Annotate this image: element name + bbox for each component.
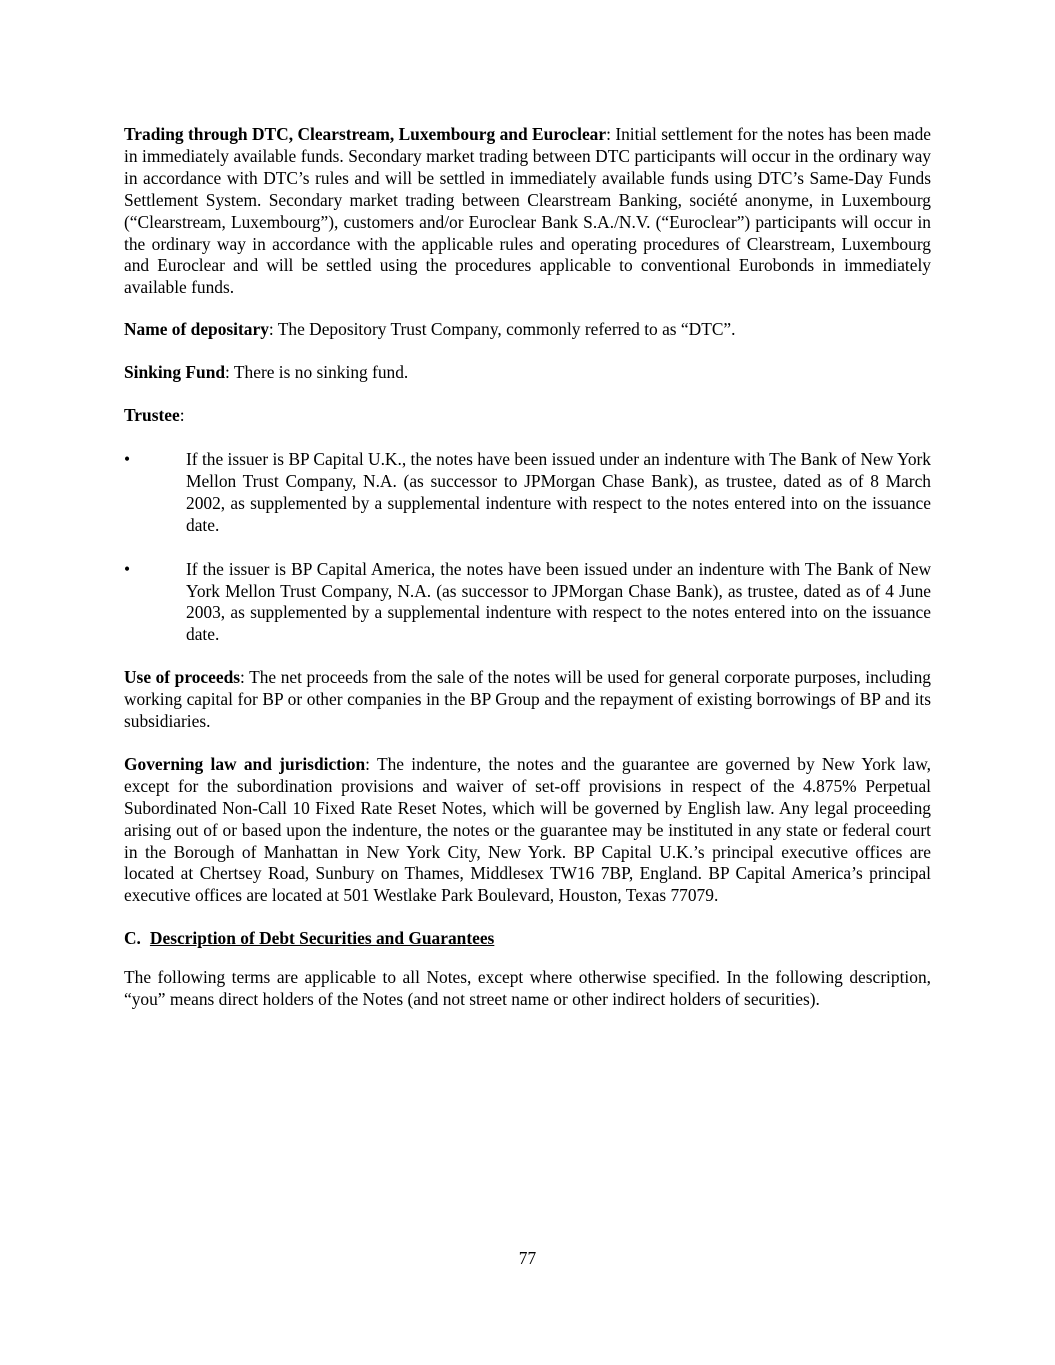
trading-text: : Initial settlement for the notes has been made in immediately available funds. Secondary market trading between DTC participants will occur in the ordinary way in accordance with DTC’s rules and will be settled in immediately available funds using DTC’s Same-Day Funds Settlement System. Secondary market trading between Clearstream Banking, société anonyme, in Luxembourg (“Clearstream, Luxembourg”), customers and/or Euroclear Bank S.A./N.V. (“Euroclear”) participants will occur in the ordinary way in accordance with the applicable rules and operating procedures of Clearstream, Luxembourg and Euroclear and will be settled using the procedures applicable to conventional Eurobonds in immediately available funds. — [124, 124, 931, 298]
trustee-label: Trustee — [124, 405, 180, 426]
trading-paragraph — [124, 124, 931, 299]
section-letter: C. — [124, 928, 141, 949]
section-intro-paragraph: The following terms are applicable to all Notes, except where otherwise specified. In the following description, “you” means direct holders of the Notes (and not street name or other indirect holders of securities). — [124, 967, 931, 1010]
bullet-icon: • — [124, 448, 131, 469]
bullet-icon: • — [124, 558, 131, 579]
trustee-bullet-item — [124, 559, 931, 647]
trading-label: Trading through DTC, Clearstream, Luxembourg and Euroclear — [124, 124, 607, 144]
section-heading — [124, 928, 931, 950]
trustee-bullet-text: If the issuer is BP Capital U.K., the notes have been issued under an indenture with The Bank of New York Mellon Trust Company, N.A. (as successor to JPMorgan Chase Bank), as trustee, dated as of 8 March 2002, as supplemented by a supplemental indenture with respect to the notes entered into on the issuance date. — [186, 448, 931, 535]
governing-law-text: : The indenture, the notes and the guarantee are governed by New York law, except for the subordination provisions and waiver of set-off provisions in respect of the 4.875% Perpetual Subordinated Non-Call 10 Fixed Rate Reset Notes, which will be governed by English law. Any legal proceeding arising out of or based upon the indenture, the notes or the guarantee may be instituted in any state or federal court in the Borough of Manhattan in New York City, New York. BP Capital U.K.’s principal executive offices are located at Chertsey Road, Sunbury on Thames, Middlesex TW16 7BP, England. BP Capital America’s principal executive offices are located at 501 Westlake Park Boulevard, Houston, Texas 77079. — [124, 753, 931, 906]
document-page — [124, 124, 931, 1011]
page-number: 77 — [518, 1248, 537, 1268]
sinking-fund-label: Sinking Fund — [124, 362, 226, 383]
sinking-fund-text: : There is no sinking fund. — [225, 362, 409, 383]
trustee-colon: : — [179, 405, 185, 426]
sinking-fund-paragraph — [124, 362, 931, 384]
governing-law-paragraph — [124, 754, 931, 907]
depositary-text: : The Depository Trust Company, commonly referred to as “DTC”. — [268, 319, 736, 340]
depositary-label: Name of depositary — [124, 319, 269, 340]
use-of-proceeds-paragraph — [124, 667, 931, 733]
trustee-bullet-item — [124, 449, 931, 537]
trustee-bullet-text: If the issuer is BP Capital America, the notes have been issued under an indenture with The Bank of New York Mellon Trust Company, N.A. (as successor to JPMorgan Chase Bank), as trustee, dated as of 4 June 2003, as supplemented by a supplemental indenture with respect to the notes entered into on the issuance date. — [186, 558, 931, 645]
section-title: Description of Debt Securities and Guarantees — [149, 928, 495, 949]
governing-law-label: Governing law and jurisdiction — [124, 753, 366, 774]
use-of-proceeds-text: : The net proceeds from the sale of the notes will be used for general corporate purposes, including working capital for BP or other companies in the BP Group and the repayment of existing borrowings of BP and its subsidiaries. — [124, 667, 931, 732]
use-of-proceeds-label: Use of proceeds — [124, 667, 241, 688]
depositary-paragraph — [124, 319, 931, 341]
trustee-heading — [124, 405, 931, 427]
